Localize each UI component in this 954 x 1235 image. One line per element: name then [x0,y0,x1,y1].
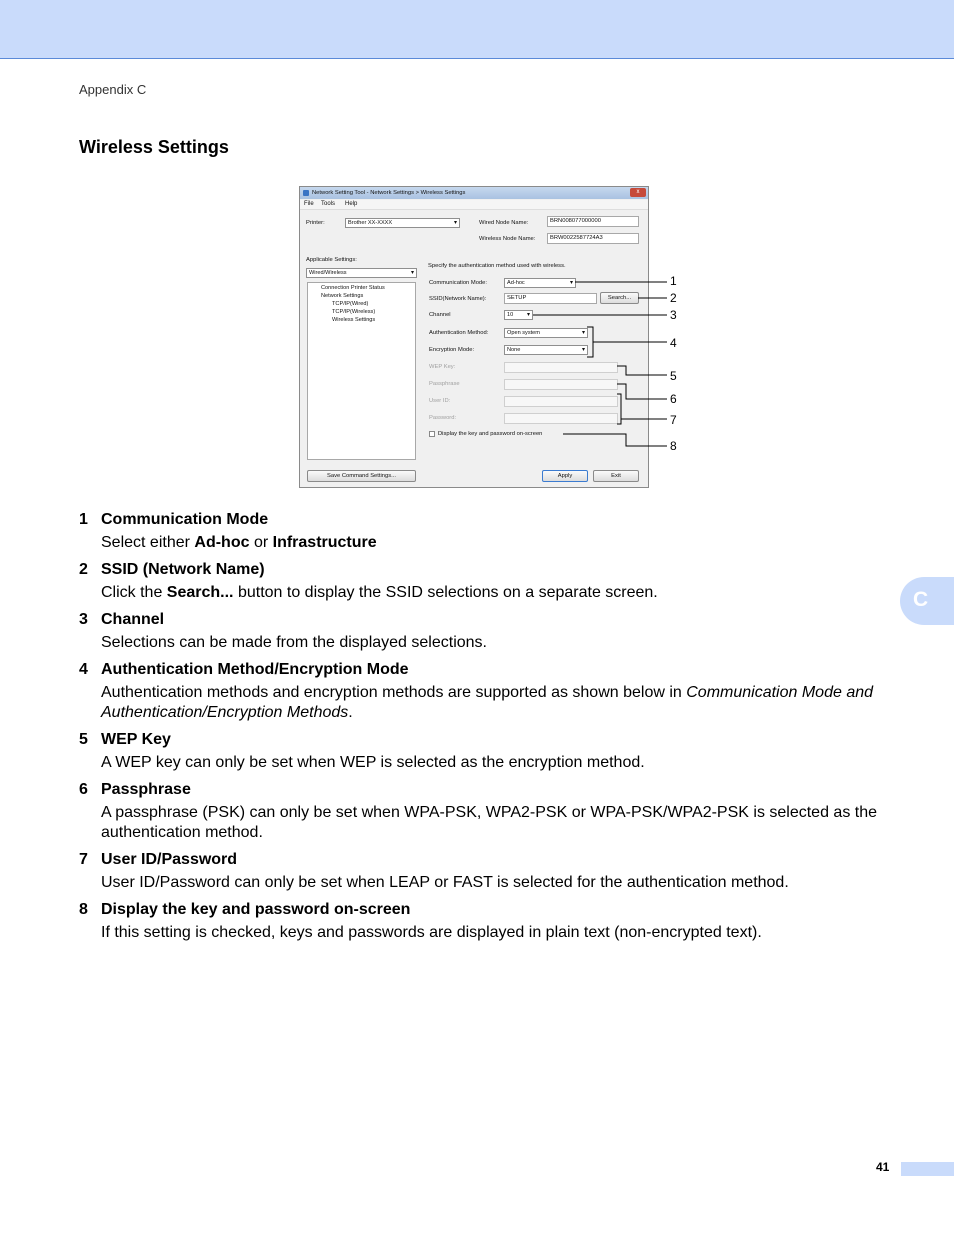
display-key-label: Display the key and password on-screen [438,431,543,437]
settings-tree [307,282,416,460]
enc-mode-label: Encryption Mode: [429,347,475,353]
window-title: Network Setting Tool - Network Settings > Wireless Settings [312,190,466,196]
password-input[interactable] [504,413,618,424]
apply-button[interactable]: Apply [542,470,588,482]
wep-key-input[interactable] [504,362,618,373]
chapter-side-tab [900,577,954,625]
user-id-input[interactable] [504,396,618,407]
item-heading: SSID (Network Name) [101,561,265,578]
menu-file[interactable]: File [304,201,314,207]
tree-item-wireless-settings[interactable]: Wireless Settings [332,317,376,323]
item-description: A passphrase (PSK) can only be set when WPA-PSK, WPA2-PSK or WPA-PSK/WPA2-PSK is selected as the authentication method. [101,804,878,841]
callout-number-5: 5 [670,369,677,383]
ssid-label: SSID(Network Name): [429,296,487,302]
item-description: Select either Ad-hoc or Infrastructure [101,534,377,551]
channel-label: Channel [429,312,451,318]
callout-number-1: 1 [670,274,677,288]
callout-number-4: 4 [670,336,677,350]
save-command-settings-button[interactable]: Save Command Settings... [307,470,416,482]
window-titlebar [300,187,648,199]
item-number: 8 [79,901,88,918]
item-number: 4 [79,661,88,678]
wired-node-field: BRN008077000000 [547,216,639,227]
user-id-label: User ID: [429,398,451,404]
item-number: 1 [79,511,88,528]
enc-mode-select[interactable]: None ▾ [504,345,588,355]
password-label: Password: [429,415,457,421]
item-number: 5 [79,731,88,748]
menu-bar [300,200,648,210]
wep-key-label: WEP Key: [429,364,456,370]
item-heading: Authentication Method/Encryption Mode [101,661,409,678]
search-button[interactable]: Search... [600,292,639,304]
callout-number-8: 8 [670,439,677,453]
wireless-node-label: Wireless Node Name: [479,236,536,242]
app-icon [303,190,309,196]
item-number: 3 [79,611,88,628]
item-description: User ID/Password can only be set when LEAP or FAST is selected for the authentication method. [101,874,789,891]
auth-method-label: Authentication Method: [429,330,489,336]
wireless-node-field: BRW0022587724A3 [547,233,639,244]
tree-item-network-settings[interactable]: Network Settings [321,293,364,299]
chapter-letter: C [913,588,929,611]
section-title: Wireless Settings [79,137,229,157]
instruction-text: Specify the authentication method used with wireless. [428,263,566,269]
item-heading: Display the key and password on-screen [101,901,411,918]
item-description: If this setting is checked, keys and passwords are displayed in plain text (non-encrypted text). [101,924,762,941]
tree-item-tcpip-wireless[interactable]: TCP/IP(Wireless) [332,309,376,315]
page-number-bar [901,1162,954,1176]
item-heading: Passphrase [101,781,191,798]
item-heading: WEP Key [101,731,171,748]
passphrase-label: Passphrase [429,381,460,387]
page-number: 41 [876,1160,890,1174]
menu-help[interactable]: Help [345,201,358,207]
printer-select[interactable]: Brother XX-XXXX ▾ [345,218,460,228]
close-icon[interactable]: x [630,188,646,197]
passphrase-input[interactable] [504,379,618,390]
callout-number-6: 6 [670,392,677,406]
menu-tools[interactable]: Tools [321,201,336,207]
auth-method-select[interactable]: Open system ▾ [504,328,588,338]
tree-item-connection-status[interactable]: Connection Printer Status [321,285,385,291]
wireless-settings-screenshot [299,186,649,488]
item-heading: Channel [101,611,165,628]
display-key-checkbox[interactable] [429,431,435,437]
item-heading: Communication Mode [101,511,269,528]
comm-mode-label: Communication Mode: [429,280,487,286]
item-description: Click the Search... button to display the SSID selections on a separate screen. [101,584,658,601]
item-description: Selections can be made from the displayed selections. [101,634,487,651]
wired-node-label: Wired Node Name: [479,220,529,226]
tree-item-tcpip-wired[interactable]: TCP/IP(Wired) [332,301,369,307]
applicable-settings-label: Applicable Settings: [306,257,357,263]
callout-number-3: 3 [670,308,677,322]
top-header-band [0,0,954,59]
item-number: 2 [79,561,88,578]
item-description: A WEP key can only be set when WEP is selected as the encryption method. [101,754,645,771]
item-number: 6 [79,781,88,798]
ssid-input[interactable]: SETUP [504,293,597,304]
exit-button[interactable]: Exit [593,470,639,482]
comm-mode-select[interactable]: Ad-hoc ▾ [504,278,576,288]
item-heading: User ID/Password [101,851,238,868]
applicable-settings-select[interactable]: Wired/Wireless ▾ [306,268,417,278]
callout-number-7: 7 [670,413,677,427]
appendix-label: Appendix C [79,82,147,97]
callout-number-2: 2 [670,291,677,305]
printer-label: Printer: [306,220,325,226]
item-number: 7 [79,851,88,868]
item-description: Authentication methods and encryption methods are supported as shown below in Communication Mode and Authentication/Encryption Methods. [101,684,874,721]
channel-select[interactable]: 10 ▾ [504,310,533,320]
